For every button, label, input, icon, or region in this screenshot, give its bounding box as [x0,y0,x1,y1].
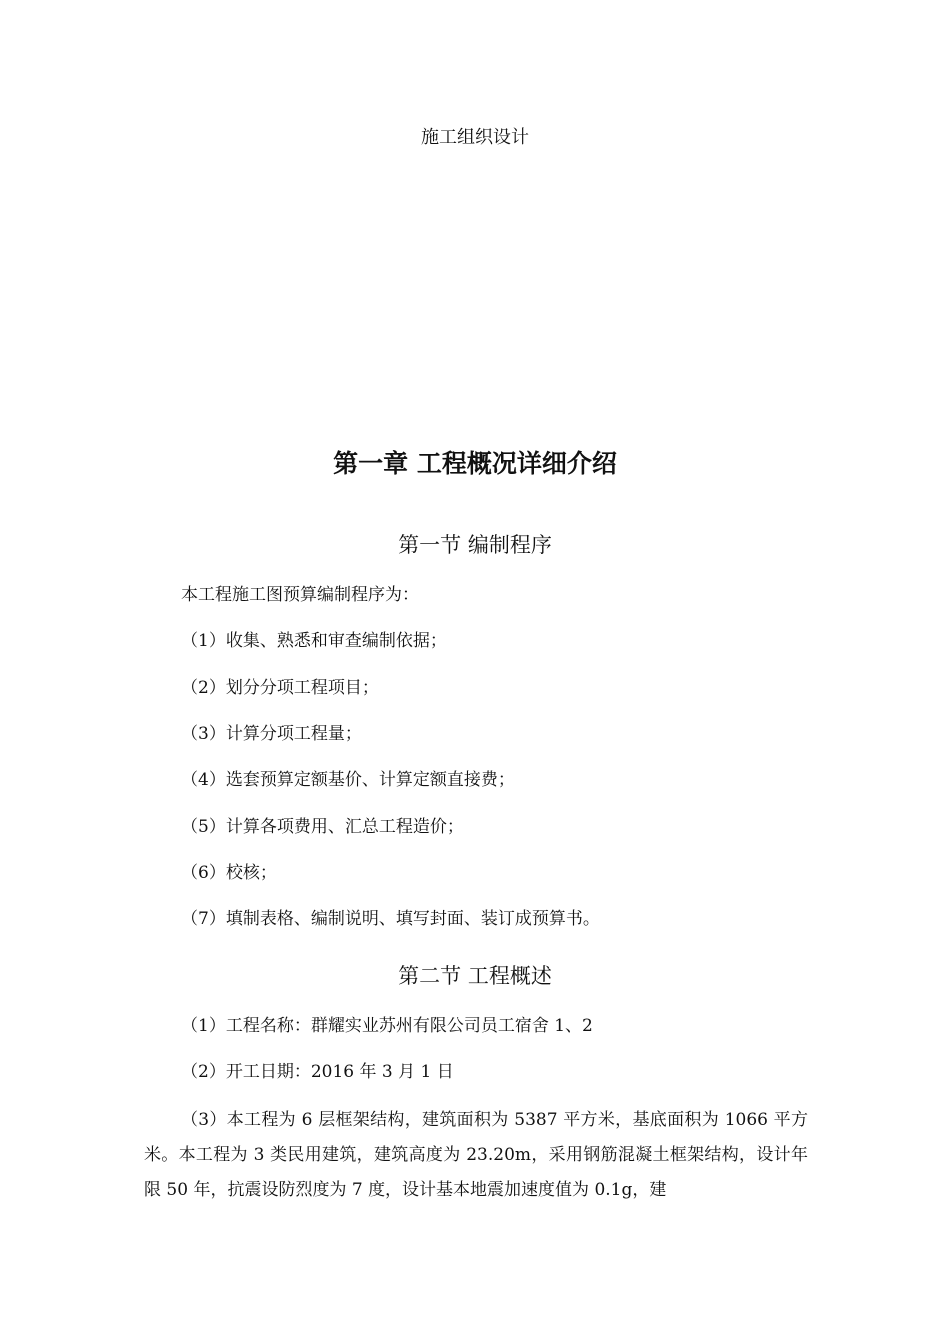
procedure-step: （1）收集、熟悉和审查编制依据； [181,631,447,651]
chapter-title: 第一章 工程概况详细介绍 [333,449,617,478]
project-description-paragraph: （3）本工程为 6 层框架结构，建筑面积为 5387 平方米，基底面积为 1066 平方米。本工程为 3 类民用建筑，建筑高度为 23.20m，采用钢筋混凝土框架结构，设计年限 50 年，抗震设防烈度为 7 度，设计基本地震加速度值为 0.1g，建 [144,1110,808,1200]
section-intro: 本工程施工图预算编制程序为： [181,585,419,605]
procedure-step: （7）填制表格、编制说明、填写封面、装订成预算书。 [181,909,600,929]
section-title-project-overview: 第二节 工程概述 [398,964,552,988]
project-name-item: （1）工程名称：群耀实业苏州有限公司员工宿舍 1、2 [181,1016,593,1036]
procedure-step: （2）划分分项工程项目； [181,678,379,698]
procedure-step: （6）校核； [181,863,277,883]
procedure-step: （3）计算分项工程量； [181,724,362,744]
document-header-title: 施工组织设计 [421,127,529,148]
start-date-item: （2）开工日期：2016 年 3 月 1 日 [181,1062,454,1082]
section-title-compilation-procedure: 第一节 编制程序 [398,533,552,557]
procedure-step: （5）计算各项费用、汇总工程造价； [181,817,464,837]
procedure-step: （4）选套预算定额基价、计算定额直接费； [181,770,515,790]
